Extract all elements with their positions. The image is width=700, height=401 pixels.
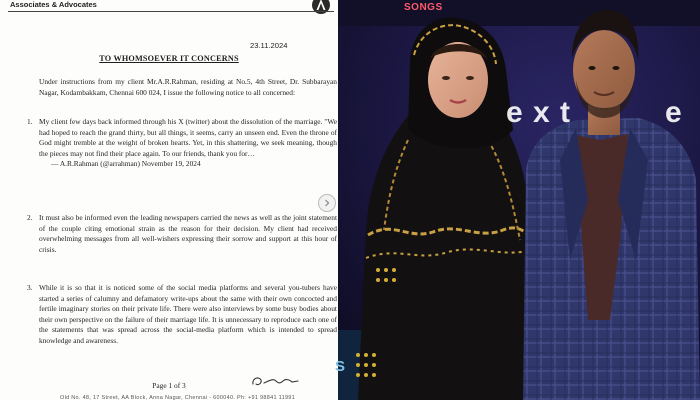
legal-notice-document [0,0,338,400]
couple-photo [335,0,700,400]
quote-signoff: — A.R.Rahman (@arrahman) November 19, 2024 [51,159,201,168]
signature-icon [249,372,301,390]
carousel-next-button[interactable] [318,194,336,212]
notice-paragraph-2 [27,213,337,255]
paragraph-text: While it is so that it is noticed some of the social media platforms and several you-tubers have started a series of calumny and defamatory write-ups about the same with their own concocted and fertile imaginary stories on their private life. There were also interviews by some busy bodies about their own perspective on the failure of their marriage life. It is unnecessary to reproduce each one of the statements that was spread across the social-media platform which is intended to spread knowledge and awareness. [39,283,337,345]
notice-date: 23.11.2024 [250,41,288,50]
notice-paragraph-3 [27,283,337,346]
photo-illustration [338,0,700,400]
paragraph-number: 2. [27,213,33,222]
notice-paragraph-1 [27,117,337,170]
notice-heading: TO WHOMSOEVER IT CONCERNS [99,54,239,63]
page-number: Page 1 of 3 [152,381,186,390]
document-footer: Old No. 48, 17 Street, AA Block, Anna Nagar, Chennai - 600040. Ph: +91 98841 11991 [60,395,296,401]
firm-logo-icon [311,0,331,15]
paragraph-text: My client few days back informed through his X (twitter) about the dissolution of the marriage. "We had hoped to reach the grand thirty, but all things, it seems, carry an unseen end. Even the throne of God might tremble at the weight of broken hearts. Yet, in this shattering, we seek meaning, though the pieces may not find their place again. To our friends, thank you for… [39,117,337,158]
paragraph-text: It must also be informed even the leading newspapers carried the news as well as the joint statement of the couple citing emotional strain as the reason for their decision. My client had received overwhelming messages from all well-wishers expressing their sorrow and support at this hour of crisis. [39,213,337,254]
chevron-right-icon [323,199,331,207]
firm-name: Associates & Advocates [10,0,97,9]
paragraph-number: 1. [27,117,33,126]
header-divider [8,11,334,12]
backdrop-side-letter: S [335,358,346,375]
paragraph-number: 3. [27,283,33,292]
backdrop-word: e x t [506,96,572,129]
notice-intro: Under instructions from my client Mr.A.R.Rahman, residing at No.5, 4th Street, Dr. Subbarayan Nagar, Kodambakkam, Chennai 600 024, I issue the following notice to all concerned: [39,77,337,97]
backdrop-word-2: e [665,96,682,129]
backdrop-songs-text: SONGS [404,2,443,13]
